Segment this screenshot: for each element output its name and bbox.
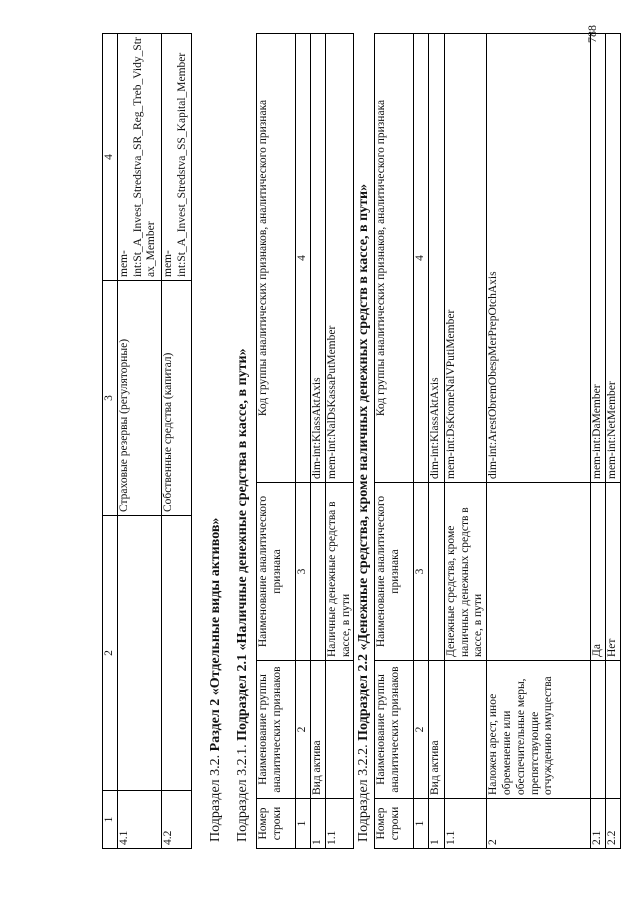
col-number: 4	[414, 34, 429, 483]
row-number: 2.2	[605, 799, 620, 849]
table-row	[325, 34, 354, 849]
col-number: 3	[414, 483, 429, 661]
row-number: 2.1	[591, 799, 606, 849]
col-number: 2	[103, 516, 118, 791]
row-number: 1.1	[325, 799, 354, 849]
code-cell: mem-int:DsKromeNalVPutiMember	[444, 34, 486, 483]
table-row	[591, 34, 606, 849]
header-row-number: Номер строки	[375, 799, 414, 849]
col-number: 3	[296, 483, 311, 661]
table-2-1	[256, 33, 354, 849]
feature-name-cell: Собственные средства (капитал)	[161, 281, 191, 516]
code-cell: mem-int:St_A_Invest_Stredstva_SR_Reg_Treb_Vidy_Strax_Member	[117, 34, 161, 281]
section-title: Раздел 2 «Отдельные виды активов»	[208, 517, 223, 752]
col-number: 3	[103, 281, 118, 516]
group-name-cell	[591, 661, 606, 799]
section-title: Подраздел 2.2 «Денежные средства, кроме наличных денежных средств в кассе, в пути»	[356, 183, 371, 741]
feature-name-cell: Страховые резервы (регуляторные)	[117, 281, 161, 516]
group-name-cell	[444, 661, 486, 799]
row-number: 2	[487, 799, 591, 849]
feature-name-cell: Нет	[605, 483, 620, 661]
group-name-cell	[605, 661, 620, 799]
group-name-cell: Вид актива	[310, 661, 325, 799]
page-number: 788	[585, 25, 599, 43]
table-row	[161, 34, 191, 849]
feature-name-cell: Наличные денежные средства в кассе, в пути	[325, 483, 354, 661]
feature-name-cell	[428, 483, 444, 661]
code-cell: mem-int:St_A_Invest_Stredstva_SS_Kapital_Member	[161, 34, 191, 281]
header-feature-name: Наименование аналитического признака	[375, 483, 414, 661]
header-group-name: Наименование группы аналитических признаков	[257, 661, 296, 799]
section-heading-3-2	[208, 518, 225, 842]
table-row	[310, 34, 325, 849]
table-row	[605, 34, 620, 849]
column-number-row	[296, 34, 311, 849]
col-number: 2	[296, 661, 311, 799]
column-number-row	[103, 34, 118, 849]
row-number: 1.1	[444, 799, 486, 849]
column-number-row	[414, 34, 429, 849]
col-number: 4	[103, 34, 118, 281]
top-table	[102, 33, 192, 849]
table-row	[117, 34, 161, 849]
feature-name-cell: Да	[591, 483, 606, 661]
col-number: 2	[414, 661, 429, 799]
section-heading-3-2-2	[356, 184, 373, 842]
section-prefix: Подраздел 3.2.	[208, 754, 223, 842]
group-name-cell	[161, 516, 191, 791]
row-number: 4.1	[117, 791, 161, 849]
group-name-cell	[117, 516, 161, 791]
col-number: 1	[414, 799, 429, 849]
table-row	[444, 34, 486, 849]
header-row	[257, 34, 296, 849]
feature-name-cell	[310, 483, 325, 661]
header-feature-name: Наименование аналитического признака	[257, 483, 296, 661]
col-number: 1	[296, 799, 311, 849]
row-number: 4.2	[161, 791, 191, 849]
section-prefix: Подраздел 3.2.1.	[235, 744, 250, 842]
header-row-number: Номер строки	[257, 799, 296, 849]
code-cell: dim-int:ArestObremObespMerPrepOtchAxis	[487, 34, 591, 483]
feature-name-cell: Денежные средства, кроме наличных денежных средств в кассе, в пути	[444, 483, 486, 661]
code-cell: dim-int:KlassAktAxis	[428, 34, 444, 483]
col-number: 4	[296, 34, 311, 483]
code-cell: dim-int:KlassAktAxis	[310, 34, 325, 483]
section-title: Подраздел 2.1 «Наличные денежные средства в кассе, в пути»	[235, 348, 250, 741]
header-code: Код группы аналитических признаков, аналитического признака	[375, 34, 414, 483]
header-row	[375, 34, 414, 849]
header-code: Код группы аналитических признаков, аналитического признака	[257, 34, 296, 483]
section-heading-3-2-1	[235, 348, 252, 842]
feature-name-cell	[487, 483, 591, 661]
section-prefix: Подраздел 3.2.2.	[356, 744, 371, 842]
col-number: 1	[103, 791, 118, 849]
table-row	[428, 34, 444, 849]
row-number: 1	[310, 799, 325, 849]
header-group-name: Наименование группы аналитических признаков	[375, 661, 414, 799]
code-cell: mem-int:NetMember	[605, 34, 620, 483]
table-row	[487, 34, 591, 849]
code-cell: mem-int:NalDsKassaPutMember	[325, 34, 354, 483]
row-number: 1	[428, 799, 444, 849]
group-name-cell: Наложен арест, иное обременение или обеспечительные меры, препятствующие отчуждению имущества	[487, 661, 591, 799]
code-cell: mem-int:DaMember	[591, 34, 606, 483]
group-name-cell: Вид актива	[428, 661, 444, 799]
table-2-2	[374, 33, 621, 849]
group-name-cell	[325, 661, 354, 799]
